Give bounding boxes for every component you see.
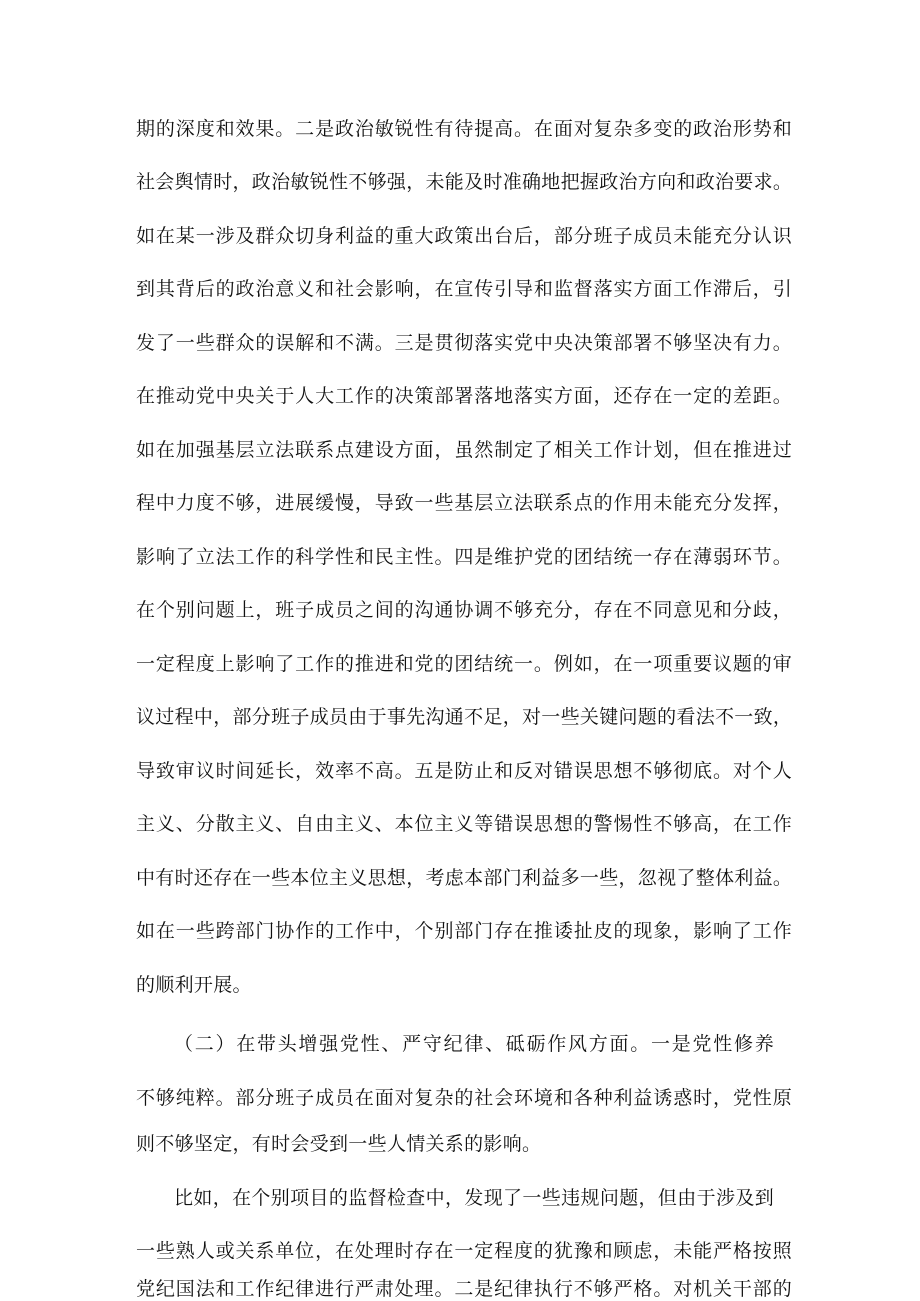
text-line: 社会舆情时，政治敏锐性不够强，未能及时准确地把握政治方向和政治要求。: [136, 171, 793, 193]
text-line: 导致审议时间延长，效率不高。五是防止和反对错误思想不够彻底。对个人: [136, 760, 792, 782]
text-line: 一些熟人或关系单位，在处理时存在一定程度的犹豫和顾虑，未能严格按照: [136, 1240, 792, 1262]
text-line: 议过程中，部分班子成员由于事先沟通不足，对一些关键问题的看法不一致，: [136, 706, 793, 728]
text-line: 主义、分散主义、自由主义、本位主义等错误思想的警惕性不够高，在工作: [136, 813, 792, 835]
section-heading-line: （二）在带头增强党性、严守纪律、砥砺作风方面。一是党性修养: [174, 1033, 774, 1055]
text-line: 期的深度和效果。二是政治敏锐性有待提高。在面对复杂多变的政治形势和: [136, 118, 792, 140]
text-line: 影响了立法工作的科学性和民主性。四是维护党的团结统一存在薄弱环节。: [136, 546, 792, 568]
text-line: 党纪国法和工作纪律进行严肃处理。二是纪律执行不够严格。对机关干部的: [136, 1278, 792, 1300]
text-line: 则不够坚定，有时会受到一些人情关系的影响。: [136, 1133, 542, 1155]
text-line: 中有时还存在一些本位主义思想，考虑本部门利益多一些，忽视了整体利益。: [136, 867, 793, 889]
text-line: 如在一些跨部门协作的工作中，个别部门存在推诿扯皮的现象，影响了工作: [136, 920, 792, 942]
text-line: 一定程度上影响了工作的推进和党的团结统一。例如，在一项重要议题的审: [136, 653, 792, 675]
text-line: 在推动党中央关于人大工作的决策部署落地落实方面，还存在一定的差距。: [136, 385, 792, 407]
text-line: 不够纯粹。部分班子成员在面对复杂的社会环境和各种利益诱惑时，党性原: [136, 1087, 792, 1109]
text-line: 如在加强基层立法联系点建设方面，虽然制定了相关工作计划，但在推进过: [136, 439, 792, 461]
text-line: 比如，在个别项目的监督检查中，发现了一些违规问题，但由于涉及到: [174, 1187, 774, 1209]
text-line: 的顺利开展。: [136, 974, 252, 996]
text-line: 程中力度不够，进展缓慢，导致一些基层立法联系点的作用未能充分发挥，: [136, 492, 792, 514]
text-line: 在个别问题上，班子成员之间的沟通协调不够充分，存在不同意见和分歧，: [136, 599, 792, 621]
text-line: 到其背后的政治意义和社会影响，在宣传引导和监督落实方面工作滞后，引: [136, 278, 792, 300]
text-line: 发了一些群众的误解和不满。三是贯彻落实党中央决策部署不够坚决有力。: [136, 332, 792, 354]
text-line: 如在某一涉及群众切身利益的重大政策出台后，部分班子成员未能充分认识: [136, 225, 792, 247]
